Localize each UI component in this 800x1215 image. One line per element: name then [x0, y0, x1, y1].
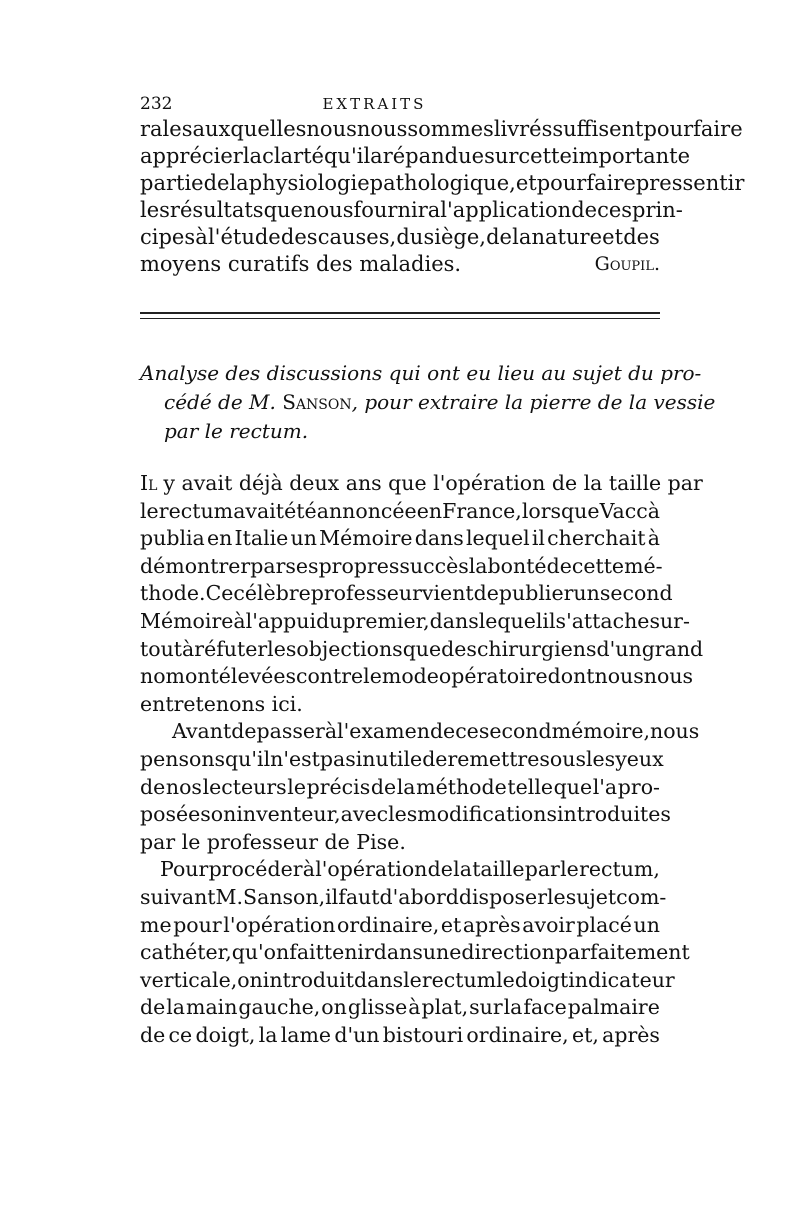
text-line: apprécier la clarté qu'il a répandue sur cette importante [140, 144, 691, 168]
text-line: me pour l'opération ordinaire, et après avoir placé un [140, 912, 660, 937]
text-line: pensons qu'il n'est pas inutile de remettre sous les yeux [140, 746, 664, 771]
text-line: partie de la physiologie pathologique, et pour faire pressentir [140, 171, 745, 195]
drop-cap: Il [140, 471, 158, 495]
author-signature: Goupil. [594, 253, 660, 275]
text-line: nom ont élevées contre le mode opératoire dont nous nous [140, 664, 694, 689]
text-line: publia en Italie un Mémoire dans lequel il cherchait à [140, 526, 660, 551]
section-divider [140, 312, 660, 319]
text-line: moyens curatifs des maladies. Goupil. [140, 252, 660, 276]
text-line: démontrer par ses propres succès la bonté de cette mé- [140, 553, 663, 578]
text-line: cipes à l'étude des causes, du siège, de la nature et des [140, 225, 660, 249]
paragraph-first-line: Il y avait déjà deux ans que l'opération de la taille par [140, 470, 660, 498]
text-line: le rectum avait été annoncée en France, lorsque Vaccà [140, 498, 660, 523]
text-line: thode. Ce célèbre professeur vient de publier un second [140, 581, 673, 606]
text-line: entretenons ici. [140, 691, 303, 716]
book-page [140, 92, 745, 1049]
text-line: par le professeur de Pise. [140, 829, 406, 854]
text-line: tout à réfuter les objections que des chirurgiens d'un grand [140, 636, 704, 661]
text-line: posée son inventeur, avec les modifications introduites [140, 802, 671, 827]
previous-article-ending [140, 116, 745, 278]
text-line: verticale, on introduit dans le rectum le doigt indicateur [140, 967, 675, 992]
text-line: de nos lecteurs le précis de la méthode telle que l'a pro- [140, 774, 660, 799]
running-title: EXTRAITS [322, 95, 427, 113]
article-body [140, 470, 704, 1049]
paragraph-first-line: Avant de passer à l'examen de ce second mémoire, nous [172, 719, 700, 744]
text-line: de la main gauche, on glisse à plat, sur la face palmaire [140, 995, 660, 1020]
paragraph-first-line: Pour procéder à l'opération de la taille par le rectum, [160, 857, 660, 882]
text-line: de ce doigt, la lame d'un bistouri ordinaire, et, après [140, 1022, 660, 1047]
text-line: cathéter, qu'on fait tenir dans une direction parfaitement [140, 940, 690, 965]
article-title: Analyse des discussions qui ont eu lieu au sujet du pro- cédé de M. Sanson, pour extraire la pierre de la vessie par le rectum. [140, 361, 716, 443]
text-line: Mémoire à l'appui du premier, dans lequel il s'attache sur- [140, 608, 690, 633]
surgeon-name: Sanson [282, 390, 352, 414]
page-number: 232 [140, 94, 173, 114]
text-line: suivant M. Sanson, il faut d'abord disposer le sujet com- [140, 884, 667, 909]
text-line: rales auxquelles nous nous sommes livrés suffisent pour faire [140, 117, 743, 141]
text-line: les résultats que nous fournira l'application de ces prin- [140, 198, 683, 222]
page-header [140, 92, 660, 116]
